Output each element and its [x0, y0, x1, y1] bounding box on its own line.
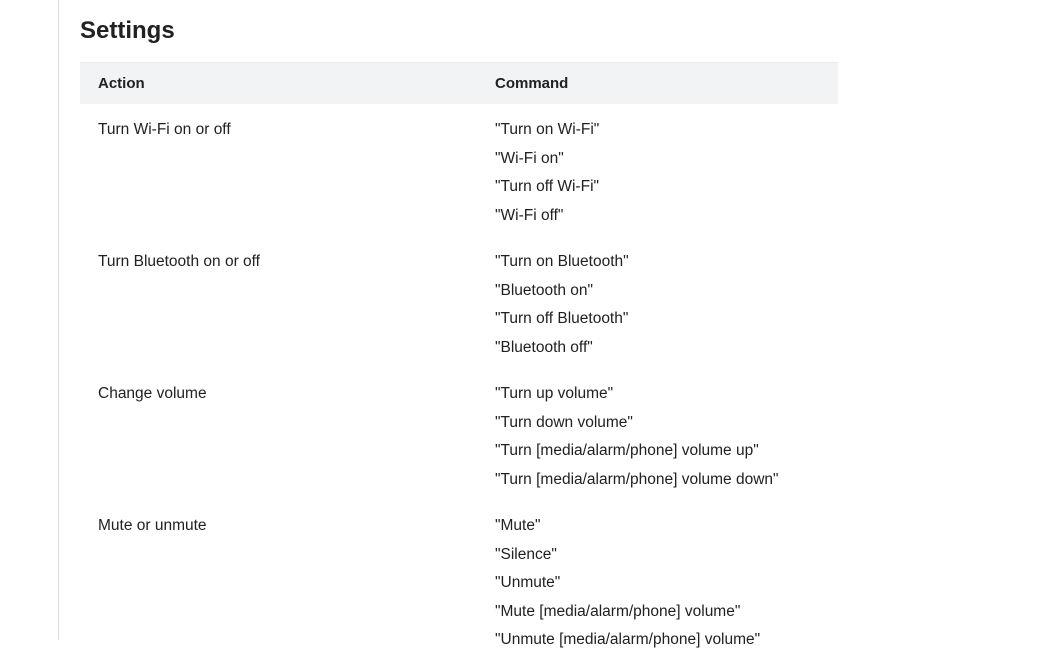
voice-command: "Bluetooth off": [495, 338, 593, 356]
main-content: [80, 0, 840, 654]
command-cell: [478, 104, 838, 236]
command-cell: [478, 236, 838, 368]
voice-command: "Silence": [495, 545, 557, 563]
table-header-row: [80, 63, 838, 105]
table-body: [80, 104, 838, 654]
command-cell: [478, 368, 838, 500]
table-row: [80, 500, 838, 654]
voice-command: "Unmute [media/alarm/phone] volume": [495, 631, 761, 648]
voice-command: "Turn down volume": [495, 413, 633, 431]
voice-command: "Mute [media/alarm/phone] volume": [495, 602, 741, 620]
header-command: Command: [478, 63, 838, 105]
table-row: [80, 236, 838, 368]
voice-command: "Turn off Wi-Fi": [495, 178, 600, 195]
voice-command: "Turn [media/alarm/phone] volume up": [495, 442, 759, 459]
action-label: Mute or unmute: [98, 517, 207, 534]
action-label: Change volume: [98, 385, 207, 402]
table-row: [80, 104, 838, 236]
voice-command: "Wi-Fi on": [495, 149, 564, 167]
left-divider: [58, 0, 59, 640]
action-label: Turn Wi-Fi on or off: [98, 121, 231, 138]
action-label: Turn Bluetooth on or off: [98, 253, 260, 270]
section-title: Settings: [80, 17, 175, 44]
voice-command: "Turn up volume": [495, 385, 614, 402]
voice-command: "Wi-Fi off": [495, 206, 564, 224]
voice-command: "Unmute": [495, 574, 561, 591]
voice-command: "Bluetooth on": [495, 281, 594, 299]
action-cell: [80, 236, 478, 368]
header-action: Action: [80, 63, 478, 105]
table-row: [80, 368, 838, 500]
action-cell: [80, 500, 478, 654]
voice-command: "Mute": [495, 517, 541, 534]
voice-command: "Turn on Wi-Fi": [495, 121, 600, 138]
voice-command: "Turn [media/alarm/phone] volume down": [495, 470, 779, 488]
command-cell: [478, 500, 838, 654]
commands-table: [80, 62, 838, 654]
action-cell: [80, 368, 478, 500]
action-cell: [80, 104, 478, 236]
voice-command: "Turn off Bluetooth": [495, 310, 629, 327]
voice-command: "Turn on Bluetooth": [495, 253, 629, 270]
